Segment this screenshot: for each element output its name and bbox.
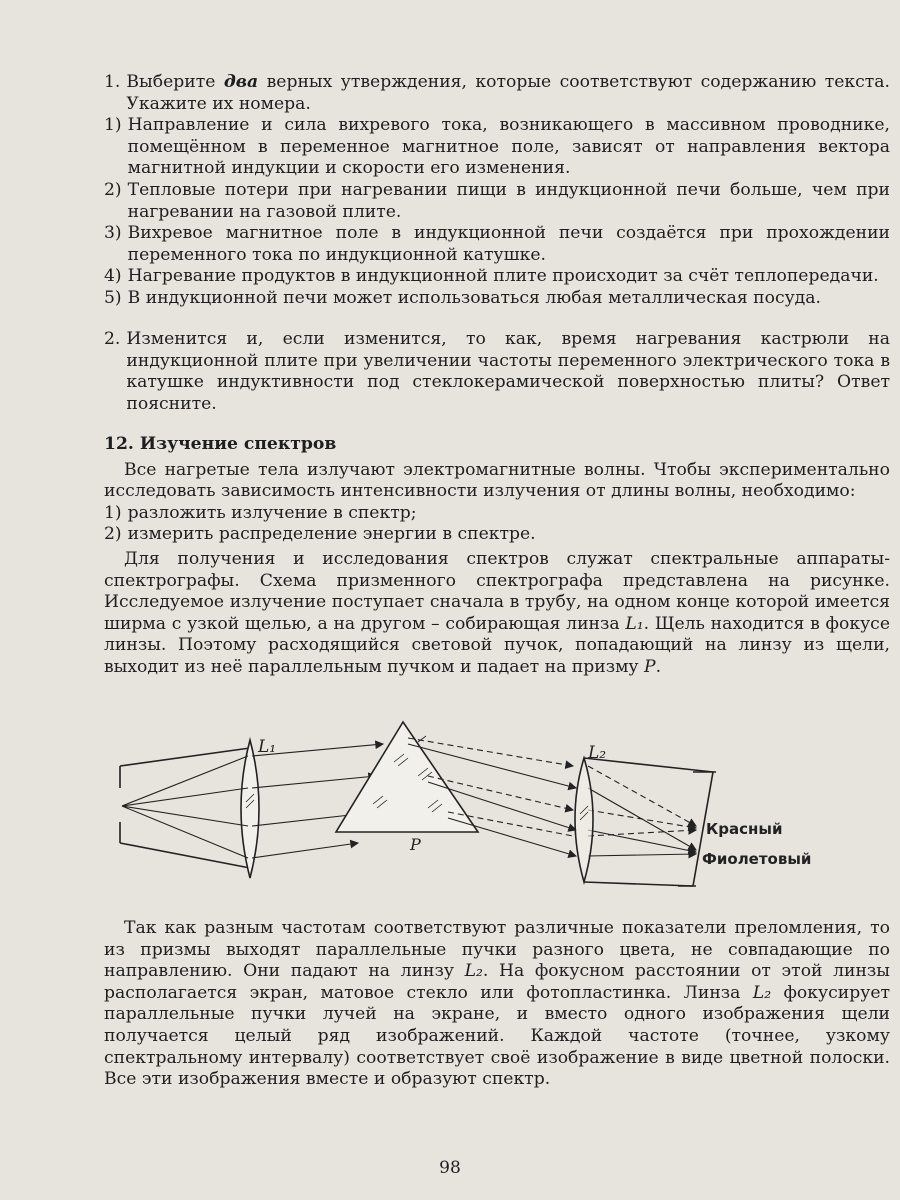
camera-tube — [584, 758, 716, 886]
emphasis-word: два — [223, 72, 259, 92]
prism-symbol: P — [644, 656, 656, 677]
question-number: 1. — [104, 72, 121, 92]
question-2: 2. Изменится и, если изменится, то как, время нагревания кастрюли на индукционной плите при увеличении частоты переменного электрического тока в катушке индуктивности под стеклокерамической поверхностью плиты? Ответ поясните. — [104, 329, 890, 414]
section-12 — [104, 434, 890, 679]
paragraph: Для получения и исследования спектров служат спектральные аппараты-спектрографы. Схема призменного спектрографа представлена на рисунке. Исследуемое излучение поступает сначала в трубу, на одном конце которой имеется ширма с узкой щелью, а на другом – собирающая линза L₁. Щель находится в фокусе линзы. Поэтому расходящийся световой пучок, попадающий на линзу из щели, выходит из неё параллельным пучком и падает на призму P. — [104, 548, 890, 677]
list-item: 2) измерить распределение энергии в спектре. — [104, 524, 536, 545]
answer-option: 2) Тепловые потери при нагревании пищи в индукционной печи больше, чем при нагревании на газовой плите. — [104, 179, 890, 222]
lens-l1-symbol: L₁ — [625, 613, 644, 634]
paragraph: Все нагретые тела излучают электромагнитные волны. Чтобы экспериментально исследовать зависимость интенсивности излучения от длины волны, необходимо: — [104, 459, 890, 502]
prism-label: P — [410, 835, 421, 854]
paragraph: Так как разным частотам соответствуют различные показатели преломления, то из призмы выходят параллельные пучки разного цвета, не совпадающие по направлению. Они падают на линзу L₂. На фокусном расстоянии от этой линзы располагается экран, матовое стекло или фотопластинка. Линза L₂ фокусирует параллельные пучки лучей на экране, и вместо одного изображения щели получается целый ряд изображений. Каждой частоте (точнее, узкому спектральному интервалу) соответствует своё изображение в виде цветной полоски. Все эти изображения вместе и образуют спектр. — [104, 918, 891, 1090]
red-label: Красный — [706, 820, 783, 838]
collimator-tube — [120, 748, 250, 868]
page-number: 98 — [439, 1158, 461, 1178]
lens-l2-symbol: L₂ — [752, 982, 772, 1003]
lens-l2-label: L₂ — [588, 743, 607, 763]
lens-l1-label: L₁ — [258, 737, 277, 757]
question-1 — [104, 72, 890, 310]
list-item: 1) разложить излучение в спектр; — [104, 502, 417, 523]
section-title: 12. Изучение спектров — [104, 434, 337, 454]
spectrograph-diagram — [118, 718, 838, 898]
section-12-continued — [104, 918, 890, 1091]
question-number: 2. — [104, 329, 121, 349]
violet-label: Фиолетовый — [702, 850, 812, 868]
answer-option: 1) Направление и сила вихревого тока, возникающего в массивном проводнике, помещённом в переменное магнитное поле, зависят от направления вектора магнитной индукции и скорости его изменения. — [104, 115, 890, 179]
question-1-prompt: 1. Выберите два верных утверждения, которые соответствуют содержанию текста. Укажите их номера. — [104, 72, 891, 114]
answer-option: 3) Вихревое магнитное поле в индукционной печи создаётся при прохождении переменного тока по индукционной катушке. — [104, 223, 890, 265]
lens-l2-symbol: L₂ — [464, 961, 483, 982]
answer-option: 5) В индукционной печи может использоваться любая металлическая посуда. — [104, 287, 821, 308]
lens-l2 — [575, 758, 593, 882]
answer-option: 4) Нагревание продуктов в индукционной плите происходит за счёт теплопередачи. — [104, 266, 879, 287]
prism — [336, 722, 478, 832]
